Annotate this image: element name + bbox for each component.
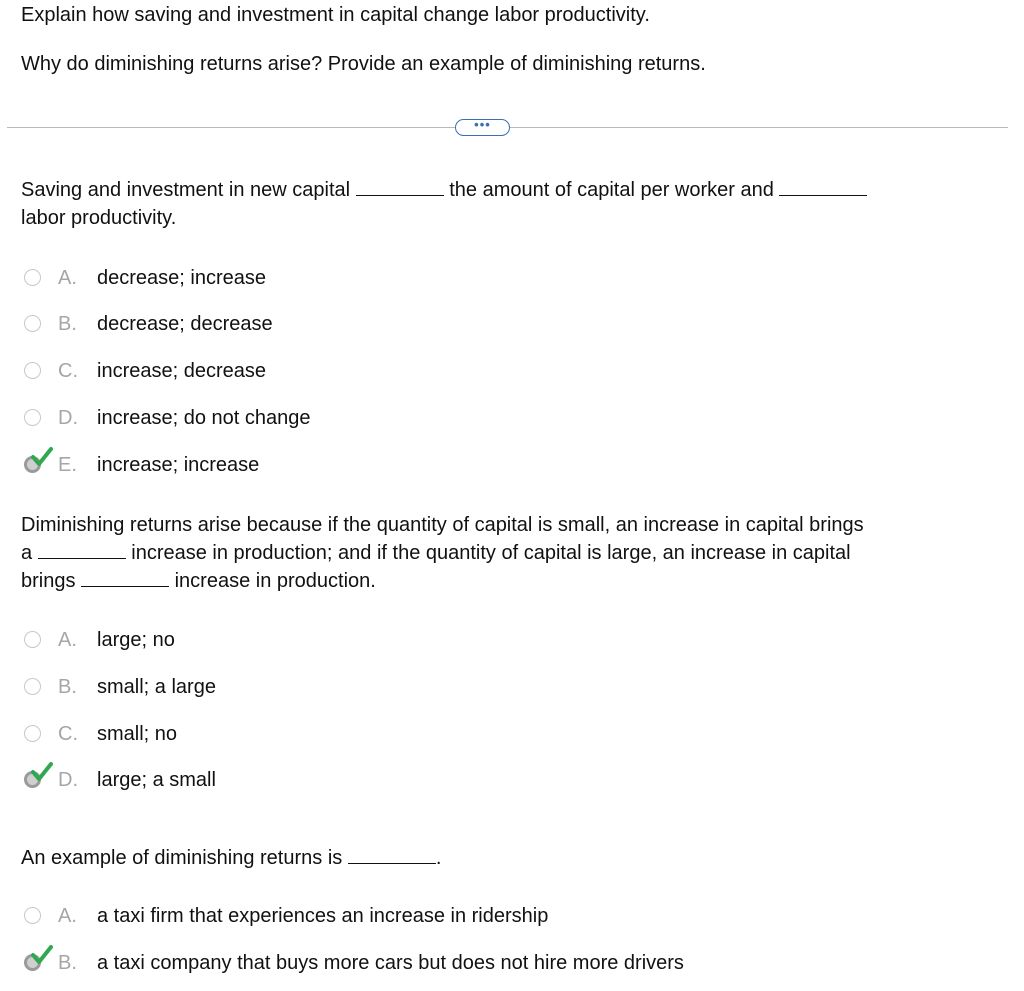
choice-letter: C. (58, 723, 78, 745)
choice-letter: B. (58, 313, 77, 335)
checkmark-icon (31, 761, 53, 783)
q1-blank-2 (779, 194, 867, 196)
choice-text: decrease; decrease (97, 313, 273, 335)
choice-text: increase; decrease (97, 360, 266, 382)
q1-blank-1 (356, 194, 444, 196)
q2-line-1: Diminishing returns arise because if the quantity of capital is small, an increase in capital brings (21, 514, 864, 536)
radio-unselected[interactable] (24, 409, 41, 426)
choice-letter: B. (58, 952, 77, 974)
q2-blank-1 (38, 557, 126, 559)
radio-unselected[interactable] (24, 631, 41, 648)
choice-text: large; a small (97, 769, 216, 791)
q1-text-part2: the amount of capital per worker and (449, 179, 774, 201)
q1-text-part3: labor productivity. (21, 207, 177, 229)
checkmark-icon (31, 446, 53, 468)
choice-letter: A. (58, 629, 77, 651)
choice-letter: A. (58, 905, 77, 927)
prompt-line-2: Why do diminishing returns arise? Provide an example of diminishing returns. (21, 53, 706, 75)
question-1-text (21, 176, 867, 232)
choice-letter: D. (58, 769, 78, 791)
q2-blank-2 (81, 585, 169, 587)
radio-unselected[interactable] (24, 269, 41, 286)
q2-line2-a: a (21, 542, 33, 564)
choice-text: decrease; increase (97, 267, 266, 289)
choice-text: small; no (97, 723, 178, 745)
choice-letter: D. (58, 407, 78, 429)
checkmark-icon (31, 944, 53, 966)
choice-text: increase; increase (97, 454, 260, 476)
q1-text-part1: Saving and investment in new capital (21, 179, 351, 201)
choice-letter: B. (58, 676, 77, 698)
radio-unselected[interactable] (24, 362, 41, 379)
choice-text: a taxi firm that experiences an increase in ridership (97, 905, 549, 927)
question-3-text (21, 844, 441, 872)
choice-letter: E. (58, 454, 77, 476)
choice-text: increase; do not change (97, 407, 311, 429)
radio-unselected[interactable] (24, 315, 41, 332)
choice-text: large; no (97, 629, 175, 651)
divider-right (510, 127, 1008, 128)
question-2-text (21, 511, 864, 595)
radio-unselected[interactable] (24, 725, 41, 742)
q3-period: . (435, 847, 442, 869)
q3-text: An example of diminishing returns is (21, 847, 343, 869)
choice-text: a taxi company that buys more cars but does not hire more drivers (97, 952, 684, 974)
q3-blank (348, 862, 436, 864)
q2-line2-b: increase in production; and if the quantity of capital is large, an increase in capital (131, 542, 851, 564)
divider-left (7, 127, 455, 128)
prompt-line-1: Explain how saving and investment in capital change labor productivity. (21, 4, 650, 26)
q2-line3-a: brings (21, 570, 76, 592)
radio-unselected[interactable] (24, 907, 41, 924)
more-button[interactable]: ••• (455, 119, 510, 136)
choice-letter: A. (58, 267, 77, 289)
choice-letter: C. (58, 360, 78, 382)
radio-unselected[interactable] (24, 678, 41, 695)
q2-line3-b: increase in production. (174, 570, 376, 592)
choice-text: small; a large (97, 676, 216, 698)
